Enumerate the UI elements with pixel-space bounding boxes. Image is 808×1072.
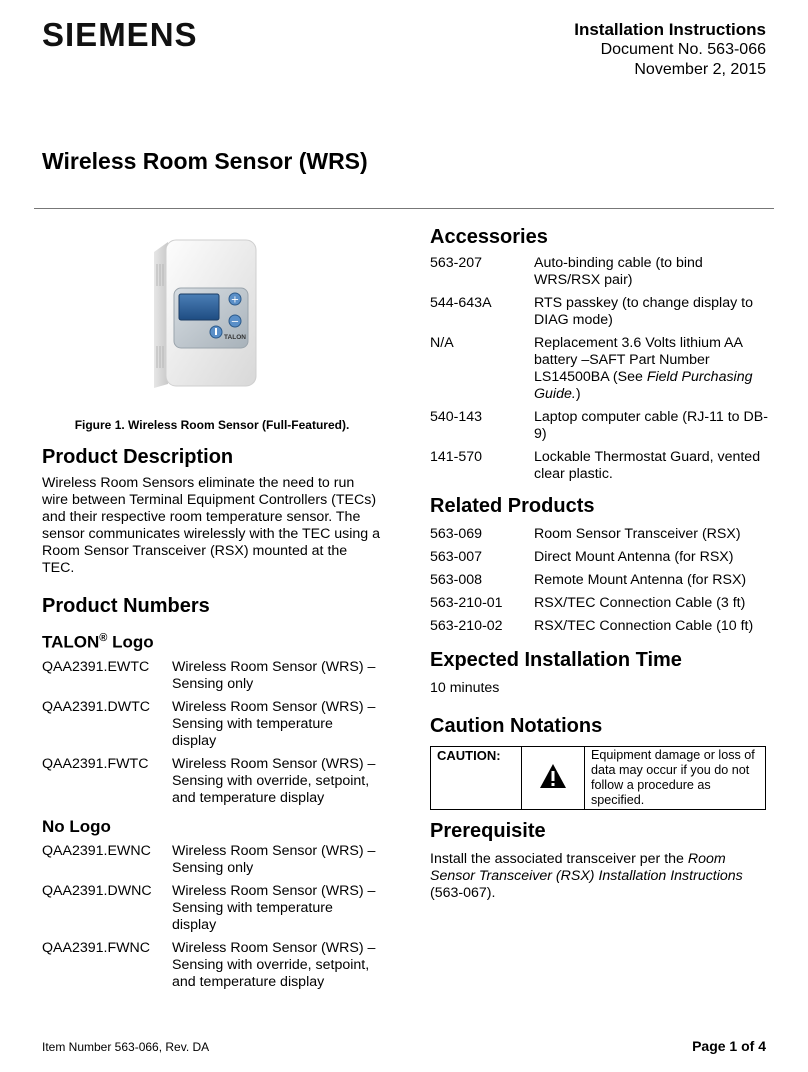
svg-text:−: − (230, 316, 240, 328)
product-description-heading: Product Description (42, 446, 234, 468)
product-code: QAA2391.EWTC (42, 658, 150, 675)
footer-item-number: Item Number 563-066, Rev. DA (42, 1040, 210, 1054)
talon-product-table (42, 659, 380, 813)
product-code: QAA2391.DWTC (42, 698, 151, 715)
accessories-table (430, 255, 768, 489)
figure-caption: Figure 1. Wireless Room Sensor (Full-Featured). (74, 418, 350, 432)
caution-label: CAUTION: (431, 747, 522, 810)
product-description: RSX/TEC Connection Cable (3 ft) (534, 595, 746, 611)
product-code: 544-643A (430, 295, 492, 311)
right-column (430, 226, 770, 902)
product-code: 563-207 (430, 255, 483, 271)
footer-page-number: Page 1 of 4 (692, 1038, 766, 1054)
product-code: 563-210-01 (430, 595, 503, 611)
page-title: Wireless Room Sensor (WRS) (42, 148, 368, 174)
product-code: QAA2391.FWTC (42, 755, 149, 772)
no-logo-heading: No Logo (42, 816, 111, 836)
product-description: Wireless Room Sensor (WRS) – Sensing with temperature display (172, 698, 376, 749)
table-row (430, 618, 768, 641)
caution-text: Equipment damage or loss of data may occur if you do not follow a procedure as specified. (585, 747, 766, 810)
product-code: 563-007 (430, 549, 483, 565)
product-description: Wireless Room Sensor (WRS) – Sensing with temperature display (172, 882, 376, 933)
install-time-value: 10 minutes (430, 680, 500, 696)
table-row (42, 659, 380, 699)
product-description: Auto-binding cable (to bind WRS/RSX pair) (534, 255, 703, 288)
product-description: RSX/TEC Connection Cable (10 ft) (534, 618, 754, 634)
talon-device-label: TALON (224, 334, 246, 341)
product-code: 540-143 (430, 409, 483, 425)
install-time-heading: Expected Installation Time (430, 649, 682, 671)
product-description-text: Wireless Room Sensors eliminate the need to run wire between Terminal Equipment Controllers (TECs) and their respective room temperature sensor. The sensor communicates wirelessly with the TEC using a Room Sensor Transceiver (RSX) mounted at the TEC. (42, 475, 381, 576)
product-code: 563-210-02 (430, 618, 503, 634)
product-code: QAA2391.FWNC (42, 939, 151, 956)
product-description: Replacement 3.6 Volts lithium AA battery –SAFT Part Number LS14500BA (See Field Purchasing Guide.) (534, 335, 753, 402)
product-code: 563-069 (430, 526, 483, 542)
no-logo-product-table (42, 843, 380, 997)
table-row (430, 295, 768, 335)
product-code: 563-008 (430, 572, 483, 588)
warning-triangle-icon (539, 763, 567, 789)
siemens-logo: SIEMENS (42, 16, 198, 53)
talon-logo-heading: TALON® Logo (42, 632, 154, 652)
product-description: RTS passkey (to change display to DIAG mode) (534, 295, 753, 328)
product-description: Wireless Room Sensor (WRS) – Sensing only (172, 658, 376, 692)
table-row (42, 883, 380, 940)
wireless-room-sensor-image (42, 226, 382, 406)
product-description: Room Sensor Transceiver (RSX) (534, 526, 741, 542)
svg-text:+: + (230, 294, 240, 306)
table-row (430, 409, 768, 449)
prerequisite-text: Install the associated transceiver per the Room Sensor Transceiver (RSX) Installation Instructions (563-067). (430, 851, 743, 901)
sensor-figure (42, 226, 382, 406)
prerequisite-heading: Prerequisite (430, 820, 546, 842)
product-description: Wireless Room Sensor (WRS) – Sensing with override, setpoint, and temperature display (172, 755, 376, 806)
table-row (430, 449, 768, 489)
table-row (430, 572, 768, 595)
table-row (42, 843, 380, 883)
table-row (430, 526, 768, 549)
table-row (430, 549, 768, 572)
table-row (42, 756, 380, 813)
product-code: 141-570 (430, 449, 483, 465)
related-products-table (430, 526, 768, 641)
accessories-heading: Accessories (430, 226, 548, 248)
doc-date: November 2, 2015 (634, 61, 766, 78)
product-code: QAA2391.DWNC (42, 882, 152, 899)
product-description: Laptop computer cable (RJ-11 to DB-9) (534, 409, 768, 442)
doc-type: Installation Instructions (574, 20, 766, 39)
title-divider (34, 208, 774, 209)
product-description: Remote Mount Antenna (for RSX) (534, 572, 747, 588)
caution-table (430, 746, 766, 810)
product-description: Direct Mount Antenna (for RSX) (534, 549, 734, 565)
related-products-heading: Related Products (430, 495, 595, 517)
table-row (430, 335, 768, 409)
left-column (42, 226, 382, 997)
product-description: Lockable Thermostat Guard, vented clear plastic. (534, 449, 761, 482)
table-row (42, 699, 380, 756)
product-description: Wireless Room Sensor (WRS) – Sensing only (172, 842, 376, 876)
product-numbers-heading: Product Numbers (42, 595, 210, 617)
table-row (430, 595, 768, 618)
table-row (42, 940, 380, 997)
product-code: N/A (430, 335, 454, 351)
caution-icon-cell (522, 747, 585, 810)
table-row (430, 255, 768, 295)
doc-number: Document No. 563-066 (600, 41, 766, 58)
product-code: QAA2391.EWNC (42, 842, 151, 859)
document-header (574, 20, 766, 80)
product-description: Wireless Room Sensor (WRS) – Sensing with override, setpoint, and temperature display (172, 939, 376, 990)
caution-notations-heading: Caution Notations (430, 715, 603, 737)
